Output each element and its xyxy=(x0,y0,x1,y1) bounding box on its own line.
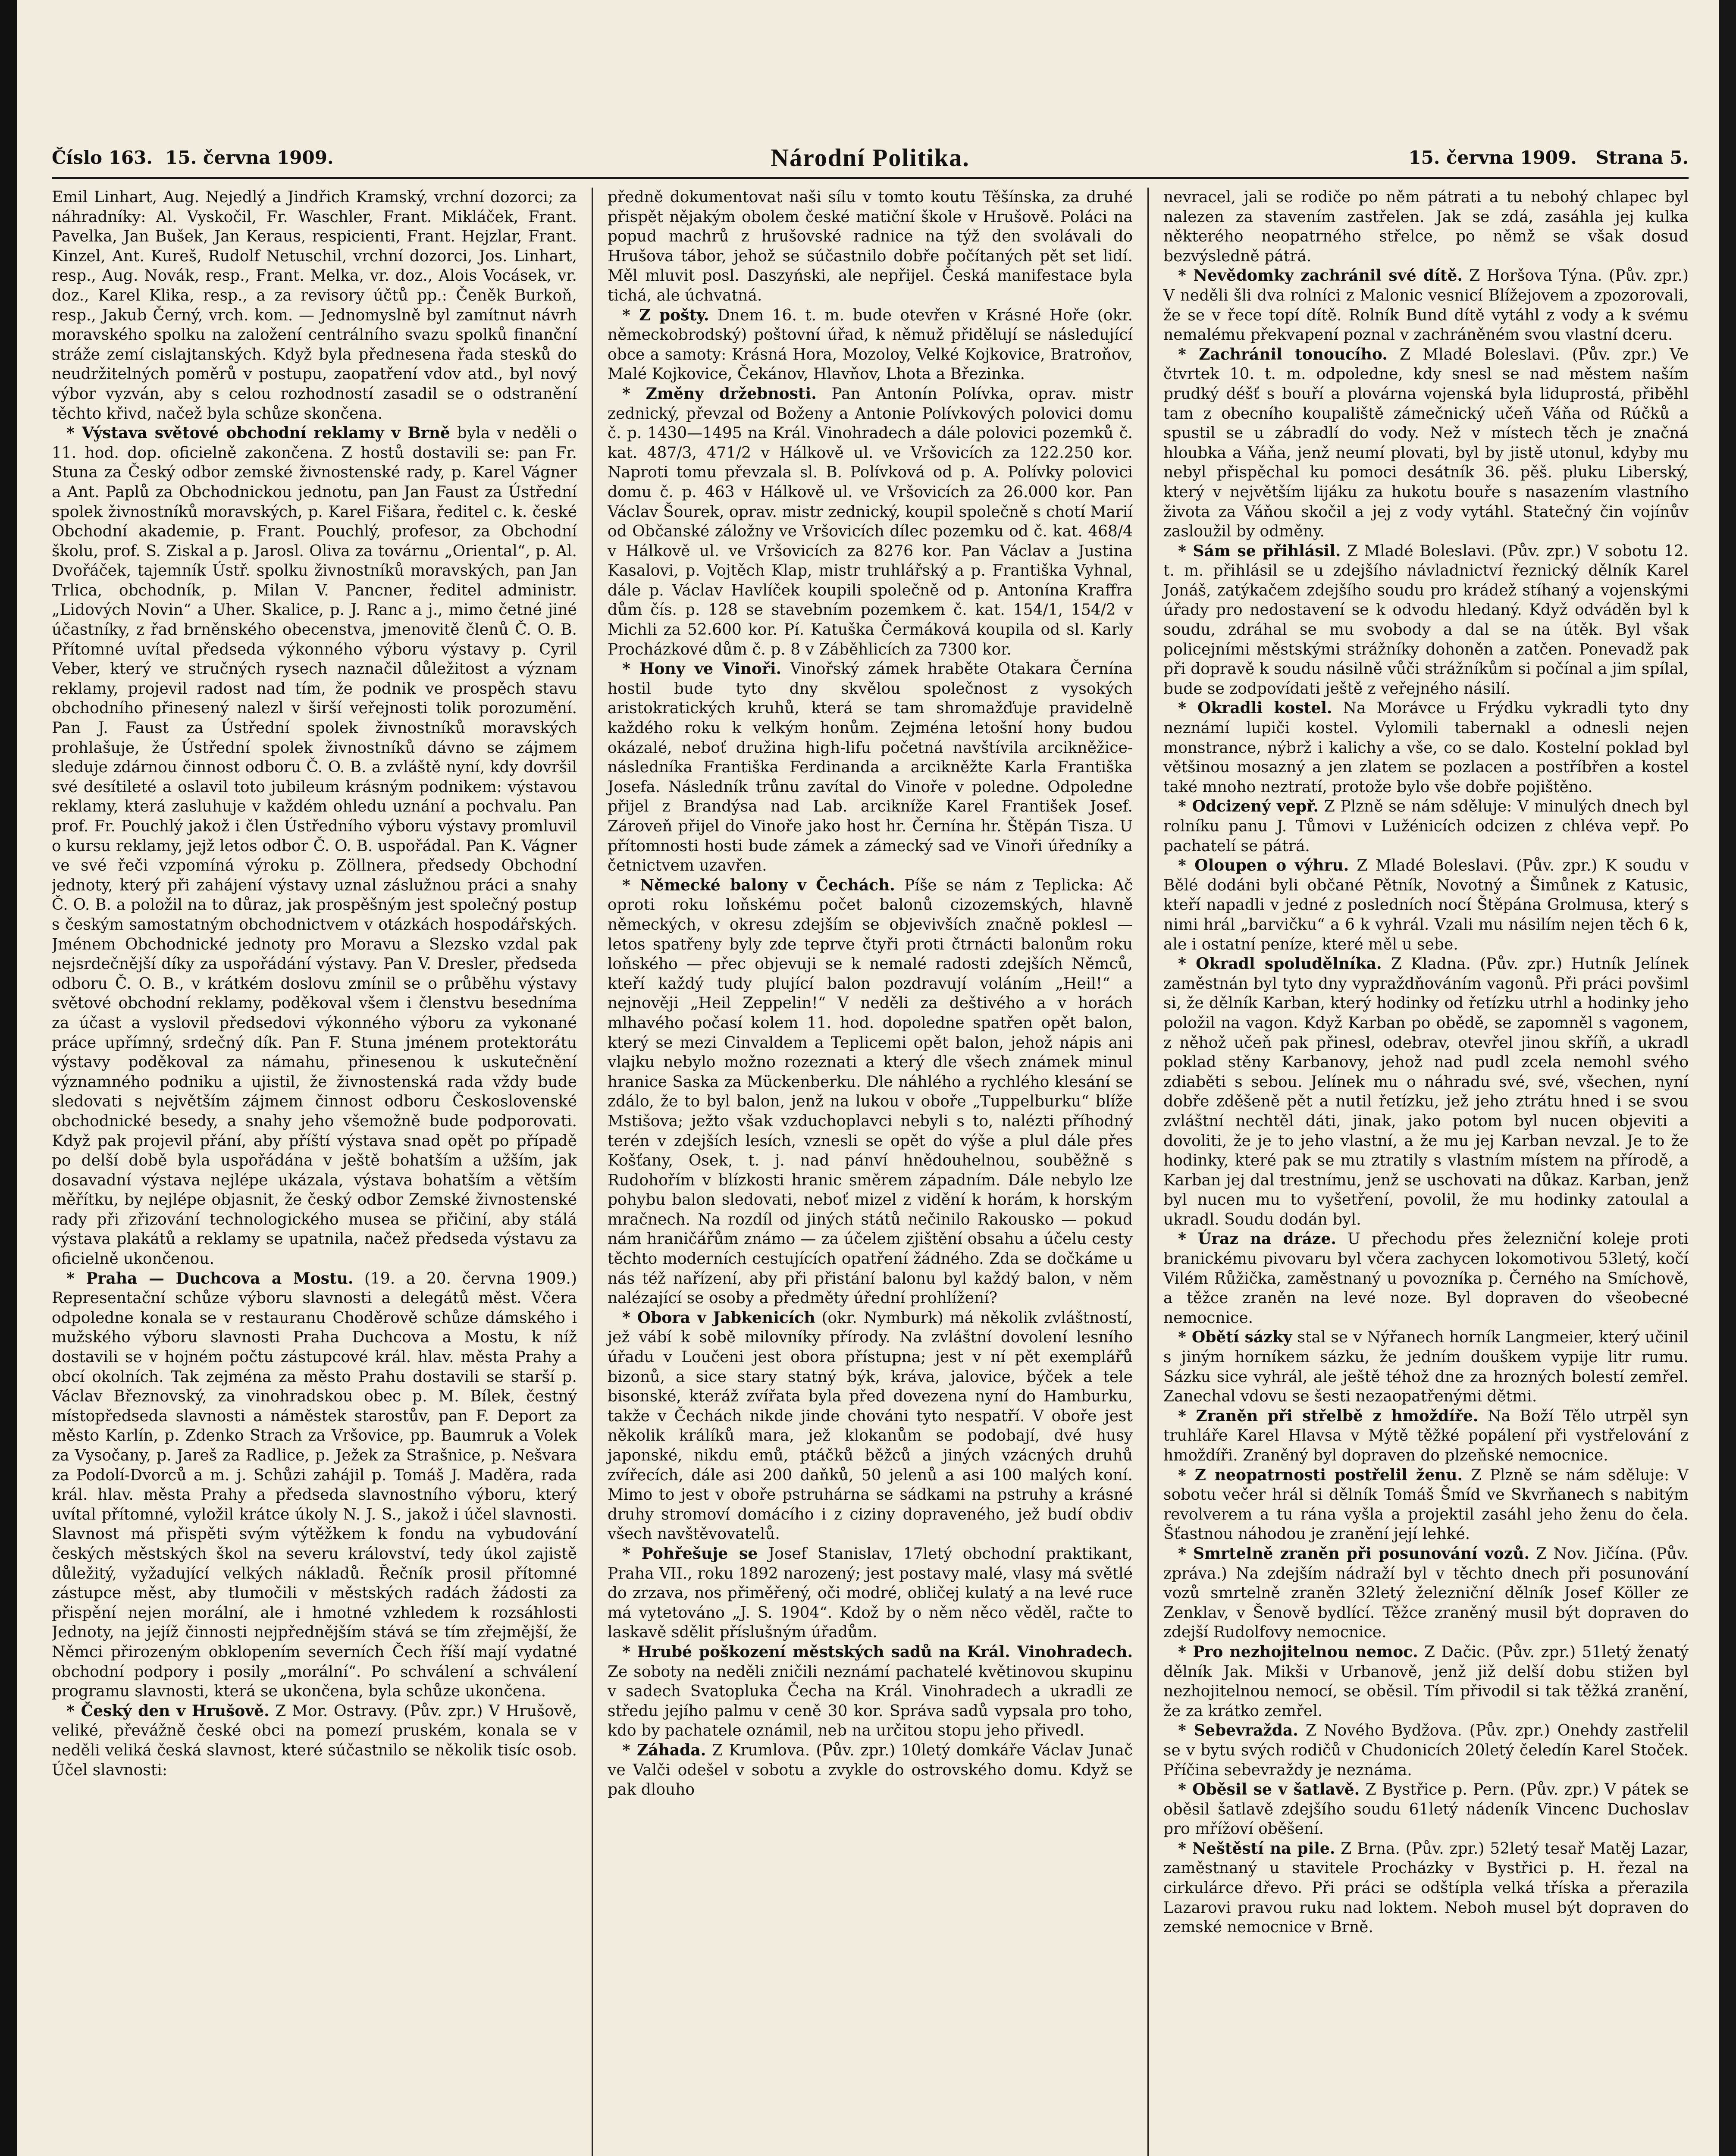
article-headline: * Hrubé poškození městských sadů na Král. Vinohradech. xyxy=(622,1642,1133,1661)
scan-right-edge xyxy=(1719,0,1736,2156)
article-text: Z Krumlova. (Pův. zpr.) 10letý domkáře Václav Junač ve Valči odešel v sobotu a zvykle do ostrovského domu. Když se pak dlouho xyxy=(608,1741,1133,1799)
article-text: Z Kladna. (Pův. zpr.) Hutník Jelínek zaměstnán byl tyto dny vypraždňováním vagonů. Při práci povšiml si, že dělník Karban, který hodinky od řetízku utrhl a hodinky jeho položil na vagon. Když Karban po obědě, se zapomněl s vagonem, z něhož učeň pak přinesl, odebrav, otevřel jinou skříň, a ukradl poklad stěny Karbanovy, jehož nad pudl zcela nemohl svého zdiaběti s sebou. Jelínek mu o náhradu své, své, všechen, nyní dobře zděšeně pět a nutil řetízku, jež jeho ztrátu hned i se svou zvláštní nechtěl dáti, jinak, jako potom byl nucen objeviti a dovoliti, že je to jeho vlastní, a že mu jej Karban nevzal. Je to že hodinky, které pak se mu ztratily s vlastním místem na přírodě, a Karban jej dal trestnímu, jenž se uschovati na důkaz. Karban, jenž byl nucen mu to vyšetření, povolil, že mu hodinky zatoulal a ukradl. Soudu dodán byl. xyxy=(1163,955,1689,1228)
article-headline: * Hony ve Vinoři. xyxy=(622,660,782,678)
article-headline: * Sám se přihlásil. xyxy=(1178,542,1341,560)
article-paragraph xyxy=(1163,345,1689,542)
article-paragraph xyxy=(52,1702,577,1780)
article-paragraph xyxy=(1163,797,1689,856)
article-headline: * Obětí sázky xyxy=(1178,1328,1292,1347)
article-paragraph xyxy=(1163,1721,1689,1780)
article-text: Vinořský zámek hraběte Otakara Černína hostil bude tyto dny skvělou společnost z vysokých aristokratických kruhů, která se tam shromažďuje pravidelně každého roku k velkým honům. Zejména letošní hony budou okázalé, neboť družina high-lifu početná navštívila arcikněžice-následníka Františka Ferdinanda a arcikněžte Karla Františka Josefa. Následník trůnu zavítal do Vinoře v poledne. Odpoledne přijel z Brandýsa nad Lab. arcikníže Karel František Josef. Zároveň přijel do Vinoře jako host hr. Černína hr. Štěpán Tisza. U přítomnosti hosti bude zámek a zámecký sad ve Vinoři úředníky a četnictvem uzavřen. xyxy=(608,660,1133,875)
article-text: Z Mladé Boleslavi. (Pův. zpr.) K soudu v Bělé dodáni byli občané Pětník, Novotný a Šimůnek z Katusic, kteří napadli v jedné z posledních nocí Štěpána Grolmusa, který s nimi hrál „barvičku“ a 6 k vyhrál. Vzali mu násilím nejen těch 6 k, ale i ostatní peníze, které měl u sebe. xyxy=(1163,857,1689,953)
article-text: Pan Antonín Polívka, oprav. mistr zednický, převzal od Boženy a Antonie Polívkových polovici domu č. p. 1430—1495 na Král. Vinohradech a dále polovici pozemků č. kat. 487/3, 471/2 v Hálkově ul. ve Vršovicích za 122.250 kor. Naproti tomu převzala sl. B. Polívková od p. A. Polívky polovici domu č. p. 463 v Hálkově ul. ve Vršovicích za 26.000 kor. Pan Václav Šourek, oprav. mistr zednický, koupil společně s chotí Marií od Občanské záložny ve Vršovicích dílec pozemku od č. kat. 468/4 v Hálkově ul. ve Vršovicích za 8276 kor. Pan Václav a Justina Kasalovi, p. Vojtěch Klap, mistr truhlářský a p. Františka Vyhnal, dále p. Václav Havlíček koupili společně od p. Antonína Kraffra dům čís. p. 128 se stavebním pozemkem č. kat. 154/1, 154/2 v Michli za 52.600 kor. Pí. Katuška Čermáková koupila od sl. Karly Procházkové dům č. p. 8 v Záběhlicích za 7300 kor. xyxy=(608,385,1133,658)
column-1 xyxy=(52,188,592,2156)
article-paragraph xyxy=(1163,266,1689,345)
article-text: (okr. Nymburk) má několik zvláštností, jež vábí k sobě milovníky přírody. Na zvláštní dovolení lesního úřadu v Loučeni jest obora přístupna; jest v ní pět exemplářů bizonů, a sice stary statný býk, kráva, jalovice, býček a tele bisonské, kteráž zvířata byla před dovezena nyní do Hamburku, takže v Čechách nikde jinde chováni tyto nespatří. V oboře jest několik králíků mara, jež klokanům se podobají, dvé husy japonské, nikdu emů, ptáčků běžců a jiných vzácných druhů zvířecích, dále asi 200 daňků, 50 jelenů a asi 100 malých koní. Mimo to jest v oboře pstruhárna se sádkami na pstruhy a krásné druhy stromoví domácího i z ciziny dopraveného, jež budí obdiv všech navštěvovatelů. xyxy=(608,1309,1133,1543)
article-paragraph xyxy=(1163,1544,1689,1642)
article-text: Píše se nám z Teplicka: Ač oproti roku loňskému počet balonů cizozemských, hlavně německých, v okresu zdejším se objevivších značně poklesl — letos spatřeny byly zde teprve čtyři proti čtrnácti balonům roku loňského — přec objevuji se k nemalé radosti zdejších Němců, kteří každý tudy plující balon pozdravují voláním „Heil!“ a nejnověji „Heil Zeppelin!“ V neděli za deštivého a v horách mlhavého počasí kolem 11. hod. dopoledne spatřen opět balon, který se mezi Cinvaldem a Teplicemi opět balon, jehož nápis ani vlajku nebylo možno rozeznati a který dle všech známek minul hranice Saska za Mückenberku. Dle náhlého a rychlého klesání se zdálo, že to byl balon, jenž na lukou v oboře „Tuppelburku“ blíže Mstišova; ježto však vzduchoplavci nebyli s to, nalézti příhodný terén v zdejších lesích, vznesli se opět do výše a plul dále přes Košťany, Osek, t. j. nad pánví hnědouhelnou, souběžně s Rudohořím v blízkosti hranic směrem západním. Dále nebylo lze pohybu balon sledovati, neboť mizel z vidění k horám, k horským mračnech. Na rozdíl od jiných států nečinilo Rakousko — pokud nám hraničářům známo — za účelem zjištění obsahu a účelu cesty těchto moderních cestujících opatření žádného. Zda se dočkáme u nás též nařízení, aby při přistání balonu byl každý balon, v něm nalézající se osoby a předměty úřední prohlížení? xyxy=(608,876,1133,1307)
article-paragraph xyxy=(1163,1780,1689,1839)
header-date-left: 15. června 1909. xyxy=(165,147,334,168)
article-paragraph xyxy=(608,1741,1133,1800)
article-text: U přechodu přes železniční koleje proti branickému pivovaru byl včera zachycen lokomotivou 53letý, kočí Vilém Růžička, zaměstnaný u povozníka p. Černého na Smíchově, a těžce zraněn na levé noze. Byl dopraven do všeobecné nemocnice. xyxy=(1163,1230,1689,1327)
article-paragraph xyxy=(1163,1229,1689,1328)
article-text: Z Mladé Boleslavi. (Pův. zpr.) Ve čtvrtek 10. t. m. odpoledne, kdy snesl se nad městem naším prudký déšť s bouří a plovárna vojenská byla liduprostá, přiběhl tam z obecního koupaliště zámečnický učeň Váňa od Rúčků a spustil se u zábradlí do vody. Než v místech těch je značná hloubka a Váňa, jenž neumí plovati, byl by jistě utonul, kdyby mu nebyl přispěchal ku pomoci desátník 36. pěš. pluku Liberský, který v největším lijáku za hukotu bouře s nasazením vlastního života za Váňou skočil a jej z vody vytáhl. Statečný čin vojínův zasloužil by odměny. xyxy=(1163,345,1689,541)
article-headline: * Sebevražda. xyxy=(1178,1721,1298,1740)
article-text: (19. a 20. června 1909.) Representační schůze výboru slavnosti a delegátů měst. Včera odpoledne konala se v restauranu Choděrově schůze dámského i mužského výboru slavnosti Praha Duchcova a Mostu, k níž dostavili se v hojném počtu zástupcové král. hlav. města Prahy a obcí okolních. Tak zejména za město Prahu dostavili se starší p. Václav Březnovský, za vinohradskou obec p. M. Bílek, čestný místopředseda slavnosti a náměstek starostův, pan F. Deport za město Karlín, p. Zdenko Strach za Vršovice, pp. Baumruk a Volek za Vysočany, p. Jareš za Radlice, p. Ježek za Strašnice, p. Nešvara za Podolí-Dvorců a m. j. Schůzi zahájil p. Tomáš J. Maděra, rada král. hlav. města Prahy a předseda slavnostního výboru, který uvítal přítomné, vyložil krátce úkoly N. J. S., jakož i účel slavnosti. Slavnost má přispěti svým výtěžkem k fondu na vybudování českých městských škol na severu království, tedy úkol zajistě důležitý, vyžadující velkých nákladů. Řečník prosil přítomné zástupce měst, aby tlumočili v městských radách žádosti za přispění nejen morální, ale i hmotné vzhledem k rozsáhlosti Jednoty, na jejíž činnosti nejpřednějším stává se tím zřejmější, že Němci přirozeným obklopením severních Čech říší mají vydatné obchodní podpory i posily „morální“. Po schválení a schválení programu slavnosti, která se ukončena, byla schůze ukončena. xyxy=(52,1269,577,1701)
article-headline: * Výstava světové obchodní reklamy v Brně xyxy=(66,424,450,442)
article-text: Z Dačic. (Pův. zpr.) 51letý ženatý dělník Jak. Mikši v Urbanově, jenž již delší dobu stižen byl nezhojitelnou nemocí, se oběsil. Tím přivodil si tak těžká zranění, že za krátko zemřel. xyxy=(1163,1643,1689,1720)
article-paragraph xyxy=(52,188,577,423)
article-headline: * Neštěstí na pile. xyxy=(1178,1839,1335,1858)
article-text: Z Mladé Boleslavi. (Pův. zpr.) V sobotu 12. t. m. přihlásil se u zdejšího návladnictví řeznický dělník Karel Jonáš, zatýkačem zdejšího soudu pro krádež stíhaný a vojenskými úřady pro nedostavení se k odvodu hledaný. Když odváděn byl k soudu, zdráhal se mu svobody a dal se na útěk. Byl však policejními městskými strážníky dohoněn a zatčen. Ponevadž pak při dopravě k soudu násilně vůči strážníkům si počínal a jim spílal, bude se zodpovídati ještě z veřejného násilí. xyxy=(1163,542,1689,698)
article-paragraph xyxy=(1163,1328,1689,1406)
article-text: Ze soboty na neděli zničili neznámí pachatelé květinovou skupinu v sadech Svatopluka Čecha na Král. Vinohradech a ukradli ze středu jejího palmu v ceně 30 kor. Správa sadů vypsala pro toho, kdo by pachatele oznámil, neb na určitou stopu jeho přivedl. xyxy=(608,1663,1133,1740)
article-headline: * Zachránil tonoucího. xyxy=(1178,345,1388,364)
article-paragraph xyxy=(52,423,577,1269)
page-number: Strana 5. xyxy=(1595,147,1689,168)
article-text: byla v neděli o 11. hod. dop. oficielně zakončena. Z hostů dostavili se: pan Fr. Stuna za Český odbor zemské živnostenské rady, p. Karel Vágner a Ant. Paplů za Obchodnickou jednotu, pan Jan Faust za Ústřední spolek živnostníků moravských, p. Karel Fišara, ředitel c. k. české Obchodní akademie, p. Frant. Pouchlý, profesor, za Obchodní školu, prof. S. Ziskal a p. Jarosl. Oliva za továrnu „Oriental“, p. Al. Dvořáček, tajemník Ústř. spolku živnostníků moravských, pan Jan Trlica, obchodník, p. Milan V. Pancner, ředitel administr. „Lidových Novin“ a Uher. Skalice, p. J. Ranc a j., mimo četné jiné účastníky, z řad brněnského obecenstva, jmenovitě členů Č. O. B. Přítomné uvítal předseda výkonného výboru výstavy p. Cyril Veber, který ve stručných rysech naznačil důležitost a význam reklamy, projevil radost nad tím, že podnik ve prospěch stavu obchodního přinesený nalezl v širší veřejnosti tolik porozumění. Pan J. Faust za Ústřední spolek živnostníků moravských prohlašuje, že Ústřední spolek živnostníků dávno se zájmem sleduje zdárnou činnost odboru Č. O. B. a zvláště nyní, kdy dovršil své desítileté a oslavil toto jubileum krásným podnikem: výstavou reklamy, která zasluhuje v každém ohledu uznání a pochvalu. Pan prof. Fr. Pouchlý jakož i člen Ústředního výboru výstavy promluvil o kursu reklamy, jejž letos odbor Č. O. B. uspořádal. Pan K. Vágner ve své řeči vzpomíná výroku p. Zöllnera, předsedy Obchodní jednoty, který při zahájení výstavy uznal záslužnou práci a snahy Č. O. B. a položil na to důraz, jak prospěšným jest společný postup s českým samostatným obchodnictvem v otázkách hospodářských. Jménem Obchodnické jednoty pro Moravu a Slezsko vzdal pak nejsrdečnější díky za uspořádání výstavy. Pan V. Dresler, předseda odboru Č. O. B., v krátkém doslovu zmínil se o průběhu výstavy světové obchodní reklamy, poděkoval všem i členstvu besedníma za účast a vyslovil předsedovi výkonného výboru za vykonané práce upřímný, srdečný dík. Pan F. Stuna jménem protektorátu výstavy poděkoval za námahu, přinesenou k uskutečnění významného podniku a ujistil, že živnostenská rada vždy bude sledovati s největším zájmem činnost odboru Československé obchodnické besedy, a snahy jeho všemožně bude podporovati. Když pak projevil přání, aby příští výstava snad opět po případě po delší době byla uspořádána v ještě bohatším a užším, jak dosavadní výstava nejlépe ukázala, výstava bohatším a větším měřítku, by nejlépe objasnit, že český odbor Zemské živnostenské rady při zřizování technologického musea se přičiní, aby stálá výstava plakátů a reklamy se upatnila, načež předseda výstavu za oficielně ukončenou. xyxy=(52,424,577,1268)
article-paragraph xyxy=(608,188,1133,306)
article-headline: * Německé balony v Čechách. xyxy=(622,876,895,894)
page-header xyxy=(52,138,1689,179)
article-text: Na Boží Tělo utrpěl syn truhláře Karel Hlavsa v Mýtě těžké popálení při vystřelování z hmoždíři. Zraněný byl dopraven do plzeňské nemocnice. xyxy=(1163,1407,1689,1464)
article-text: Josef Stanislav, 17letý obchodní praktikant, Praha VII., roku 1892 narozený; jest postavy malé, vlasy má světlé do zrzava, nos přiměřený, oči modré, obličej kulatý a na levé ruce má vytetováno „J. S. 1904“. Kdož by o něm něco věděl, račte to laskavě sdělit příslušným úřadům. xyxy=(608,1545,1133,1642)
article-paragraph xyxy=(52,1269,577,1702)
article-paragraph xyxy=(1163,542,1689,699)
article-text: Z Plzně se nám sděluje: V sobotu večer hrál si dělník Tomáš Šmíd ve Skvrňanech s nabitým revolverem a tu rána vyšla a projektil zasáhl jeho ženu do čela. Šťastnou náhodou je zranění její lehké. xyxy=(1163,1466,1689,1543)
article-headline: * Okradl spoludělníka. xyxy=(1178,955,1382,973)
article-headline: * Český den v Hrušově. xyxy=(66,1702,269,1720)
article-headline: * Pro nezhojitelnou nemoc. xyxy=(1178,1642,1418,1661)
article-text: Dnem 16. t. m. bude otevřen v Krásné Hoře (okr. německobrodský) poštovní úřad, k němuž přidělují se následující obce a samoty: Krásná Hora, Mozoloy, Velké Kojkovice, Bratroňov, Malé Kojkovice, Čekánov, Hlavňov, Lhota a Březinka. xyxy=(608,306,1133,383)
article-paragraph xyxy=(608,384,1133,659)
article-paragraph xyxy=(608,659,1133,876)
article-paragraph xyxy=(608,1642,1133,1741)
article-headline: * Zraněn při střelbě z hmoždíře. xyxy=(1178,1407,1479,1425)
issue-number: Číslo 163. xyxy=(52,147,153,168)
article-text: Z Nového Bydžova. (Pův. zpr.) Onehdy zastřelil se v bytu svých rodičů v Chudonicích 20letý čeledín Karel Stoček. Příčina sebevraždy je neznáma. xyxy=(1163,1722,1689,1779)
article-paragraph xyxy=(608,1308,1133,1544)
article-paragraph xyxy=(1163,1839,1689,1937)
article-text: Z Brna. (Pův. zpr.) 52letý tesař Matěj Lazar, zaměstnaný u stavitele Procházky v Bystřici p. H. řezal na cirkulárce dřevo. Při práci se odštípla velká tříska a přerazila Lazarovi pravou ruku nad loktem. Neboh musel být dopraven do zemské nemocnice v Brně. xyxy=(1163,1839,1689,1937)
article-headline: * Nevědomky zachránil své dítě. xyxy=(1178,266,1463,285)
article-headline: * Záhada. xyxy=(622,1741,706,1759)
article-text: Na Morávce u Frýdku vykradli tyto dny neznámí lupiči kostel. Vylomili tabernakl a odnesli nejen monstrance, nýbrž i kalichy a vše, co se dalo. Kostelní poklad byl většinou mosazný a jen zlatem se pozlacen a postříbřen a kostel také mnoho neztratí, protože bylo vše dobře pojištěno. xyxy=(1163,699,1689,796)
scan-left-edge xyxy=(0,0,17,2156)
masthead-title: Národní Politika. xyxy=(771,143,970,172)
article-paragraph xyxy=(1163,1642,1689,1721)
column-3 xyxy=(1147,188,1689,2156)
article-text: Emil Linhart, Aug. Nejedlý a Jindřich Kramský, vrchní dozorci; za náhradníky: Al. Vyskočil, Fr. Waschler, Frant. Mikláček, Frant. Pavelka, Jan Bušek, Jan Keraus, respicienti, Frant. Hejzlar, Frant. Kinzel, Ant. Kureš, Rudolf Netuschil, vrchní dozorci, Jos. Linhart, resp., Aug. Novák, resp., Frant. Melka, vr. doz., Alois Vocásek, vr. doz., Karel Klika, resp., a za revisory účtů pp.: Čeněk Burkoň, resp., Jakub Černý, vrch. kom. — Jednomyslně byl zamítnut návrh moravského spolku na založení centrálního svazu spolků finanční stráže zemí cislajtanských. Když byla přednesena řada stesků do neudržitelných poměrů v postupu, zaopatření vdov atd., byl nový výbor vyzván, aby s celou rozhodností zasadil se o odstranění těchto křivd, načež byla schůze skončena. xyxy=(52,188,577,423)
article-headline: * Úraz na dráze. xyxy=(1178,1230,1336,1248)
article-headline: * Odcizený vepř. xyxy=(1178,797,1319,816)
article-text: předně dokumentovat naši sílu v tomto koutu Těšínska, za druhé přispět nějakým obolem české matiční škole v Hrušově. Poláci na popud machrů z hrušovské radnice na týž den svolávali do Hrušova tábor, jehož se súčastnilo dobře počítaných pět set lidí. Měl mluvit posl. Daszyński, ale nepřijel. Česká manifestace byla tichá, ale úchvatná. xyxy=(608,188,1133,304)
article-paragraph xyxy=(608,306,1133,384)
article-headline: * Praha — Duchcova a Mostu. xyxy=(66,1269,354,1288)
article-paragraph xyxy=(1163,699,1689,797)
article-text: Z Nov. Jičína. (Pův. zpráva.) Na zdejším nádraží byl v těchto dnech při posunování vozů smrtelně zraněn 32letý železniční dělník Josef Köller ze Zenklav, v Šenově bydlící. Těžce zraněný musil být dopraven do zdejší Rudolfovy nemocnice. xyxy=(1163,1545,1689,1642)
article-text: stal se v Nýřanech horník Langmeier, který učinil s jiným horníkem sázku, že jedním douškem vypije litr rumu. Sázku sice vyhrál, ale ještě téhož dne za hrozných bolestí zemřel. Zanechal vdovu se šesti nezaopatřenými dětmi. xyxy=(1163,1329,1689,1406)
article-headline: * Obora v Jabkenicích xyxy=(622,1308,815,1327)
column-2 xyxy=(592,188,1147,2156)
article-paragraph xyxy=(608,876,1133,1308)
article-paragraph xyxy=(1163,856,1689,954)
header-date-right: 15. června 1909. xyxy=(1408,147,1577,168)
article-text: nevracel, jali se rodiče po něm pátrati a tu nebohý chlapec byl nalezen za stavením zastřelen. Jak se zdá, zasáhla jej kulka některého neopatrného střelce, po němž se však dosud bezvýsledně pátrá. xyxy=(1163,188,1689,265)
article-headline: * Okradli kostel. xyxy=(1178,699,1332,718)
article-paragraph xyxy=(1163,1466,1689,1544)
article-headline: * Oloupen o výhru. xyxy=(1178,856,1349,875)
article-paragraph xyxy=(1163,954,1689,1229)
article-headline: * Změny držebnosti. xyxy=(622,384,817,403)
article-headline: * Z pošty. xyxy=(622,306,709,324)
article-text: Z Mor. Ostravy. (Pův. zpr.) V Hrušově, veliké, převážně české obci na pomezí pruském, konala se v neděli veliká česká slavnost, které súčastnilo se několik tisíc osob. Účel slavnosti: xyxy=(52,1702,577,1779)
article-paragraph xyxy=(1163,1407,1689,1466)
article-columns xyxy=(52,188,1689,2156)
article-paragraph xyxy=(1163,188,1689,266)
article-headline: * Z neopatrnosti postřelil ženu. xyxy=(1178,1466,1463,1484)
article-headline: * Oběsil se v šatlavě. xyxy=(1178,1780,1360,1799)
article-headline: * Pohřešuje se xyxy=(622,1544,758,1563)
article-text: Z Bystřice p. Pern. (Pův. zpr.) V pátek se oběsil šatlavě zdejšího soudu 61letý nádeník Vincenc Duchoslav pro mřížoví oběšení. xyxy=(1163,1781,1689,1838)
article-text: Z Plzně se nám sděluje: V minulých dnech byl rolníku panu J. Tůmovi v Lužénicích odcizen z chléva vepř. Po pachatelí se pátrá. xyxy=(1163,798,1689,855)
article-text: Z Horšova Týna. (Pův. zpr.) V neděli šli dva rolníci z Malonic vesnicí Blížejovem a zpozorovali, že se v řece topí dítě. Rolník Bund dítě vytáhl z vody a k svému nemalému překvapení poznal v zachráněném svou vlastní dceru. xyxy=(1163,267,1689,344)
article-paragraph xyxy=(608,1544,1133,1642)
article-headline: * Smrtelně zraněn při posunování vozů. xyxy=(1178,1544,1530,1563)
